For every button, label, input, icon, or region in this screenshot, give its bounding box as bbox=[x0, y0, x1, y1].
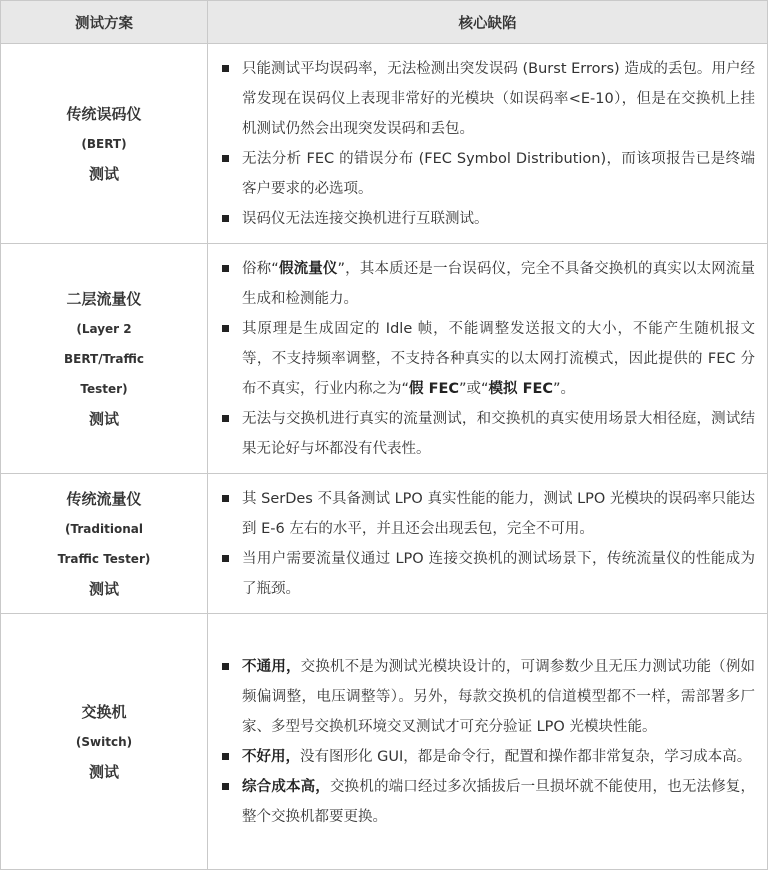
bullet-square-icon bbox=[222, 555, 229, 562]
row-label-sub: (BERT) bbox=[81, 136, 127, 151]
defect-item bbox=[222, 254, 755, 314]
row-label-main: 二层流量仪 bbox=[66, 289, 142, 308]
defect-text: 只能测试平均误码率，无法检测出突发误码 (Burst Errors) 造成的丢包。用户经常发现在误码仪上表现非常好的光模块（如误码率<E-10），但是在交换机上挂机测试仍然会出现突发误码和丢包。 bbox=[242, 61, 755, 137]
row-label-cell bbox=[1, 614, 208, 870]
bullet-square-icon bbox=[222, 495, 229, 502]
header-core-defect: 核心缺陷 bbox=[208, 1, 768, 44]
defect-emphasis-text: 不好用， bbox=[242, 749, 300, 765]
bullet-square-icon bbox=[222, 415, 229, 422]
defect-text: ”或“ bbox=[459, 381, 489, 397]
defect-item bbox=[222, 772, 755, 832]
row-label-sub: (Switch) bbox=[75, 734, 133, 749]
row-label-main: 传统误码仪 bbox=[66, 104, 142, 123]
table-row bbox=[1, 474, 768, 614]
defect-item bbox=[222, 404, 755, 464]
defect-item bbox=[222, 484, 755, 544]
defect-item bbox=[222, 742, 755, 772]
defect-text: 其原理是生成固定的 Idle 帧，不能调整发送报文的大小，不能产生随机报文等，不支持频率调整，不支持各种真实的以太网打流模式，因此提供的 FEC 分布不真实，行业内称之为“ bbox=[242, 321, 755, 397]
table-row bbox=[1, 614, 768, 870]
table-row bbox=[1, 244, 768, 474]
row-label-main: 传统流量仪 bbox=[66, 489, 142, 508]
defect-text: 没有图形化 GUI，都是命令行，配置和操作都非常复杂，学习成本高。 bbox=[300, 749, 752, 765]
defect-text: 交换机的端口经过多次插拔后一旦损坏就不能使用，也无法修复，整个交换机都要更换。 bbox=[242, 779, 756, 825]
defect-item bbox=[222, 54, 755, 144]
row-defects-cell bbox=[208, 44, 768, 244]
row-label-sub: BERT/Traffic bbox=[64, 351, 144, 366]
defect-text: ”，其本质还是一台误码仪，完全不具备交换机的真实以太网流量生成和检测能力。 bbox=[242, 261, 756, 307]
defect-text: 误码仪无法连接交换机进行互联测试。 bbox=[242, 211, 489, 227]
defect-text: 交换机不是为测试光模块设计的，可调参数少且无压力测试功能（例如频偏调整，电压调整等）。另外，每款交换机的信道模型都不一样，需部署多厂家、多型号交换机环境交叉测试才可充分验证 LPO 光模块性能。 bbox=[242, 659, 756, 735]
defect-list bbox=[222, 652, 755, 832]
bullet-square-icon bbox=[222, 783, 229, 790]
row-defects-cell bbox=[208, 244, 768, 474]
header-row bbox=[1, 1, 768, 44]
bullet-square-icon bbox=[222, 753, 229, 760]
defect-item bbox=[222, 314, 755, 404]
row-label-main: 交换机 bbox=[81, 702, 127, 721]
row-label-cell bbox=[1, 244, 208, 474]
defect-item bbox=[222, 144, 755, 204]
defect-emphasis-text: 模拟 FEC bbox=[488, 381, 554, 397]
defect-list bbox=[222, 54, 755, 234]
table-body bbox=[1, 44, 768, 870]
table-row bbox=[1, 44, 768, 244]
defect-text: 无法与交换机进行真实的流量测试，和交换机的真实使用场景大相径庭，测试结果无论好与坏都没有代表性。 bbox=[242, 411, 755, 457]
defect-text: ”。 bbox=[553, 381, 576, 397]
bullet-square-icon bbox=[222, 265, 229, 272]
defect-list bbox=[222, 484, 755, 604]
row-label-suffix: 测试 bbox=[88, 579, 119, 598]
bullet-square-icon bbox=[222, 325, 229, 332]
defect-text: 其 SerDes 不具备测试 LPO 真实性能的能力，测试 LPO 光模块的误码率只能达到 E-6 左右的水平，并且还会出现丢包，完全不可用。 bbox=[242, 491, 755, 537]
bullet-square-icon bbox=[222, 215, 229, 222]
row-label-sub: (Traditional bbox=[65, 521, 143, 536]
defect-emphasis-text: 不通用， bbox=[242, 659, 301, 675]
row-label-suffix: 测试 bbox=[88, 409, 119, 428]
row-defects-cell bbox=[208, 474, 768, 614]
defect-item bbox=[222, 204, 755, 234]
row-defects-cell bbox=[208, 614, 768, 870]
row-label-cell bbox=[1, 474, 208, 614]
bullet-square-icon bbox=[222, 663, 229, 670]
defect-text: 无法分析 FEC 的错误分布 (FEC Symbol Distribution)，而该项报告已是终端客户要求的必选项。 bbox=[242, 151, 755, 197]
defect-item bbox=[222, 544, 755, 604]
defect-emphasis-text: 假 FEC bbox=[409, 381, 460, 397]
row-label-suffix: 测试 bbox=[88, 164, 119, 183]
bullet-square-icon bbox=[222, 155, 229, 162]
row-label-sub: Tester) bbox=[80, 381, 128, 396]
row-label-sub: (Layer 2 bbox=[76, 321, 132, 336]
defect-text: 俗称“ bbox=[242, 261, 279, 277]
header-test-scheme: 测试方案 bbox=[1, 1, 208, 44]
row-label-suffix: 测试 bbox=[88, 762, 119, 781]
defect-item bbox=[222, 652, 755, 742]
row-label-sub: Traffic Tester) bbox=[57, 551, 151, 566]
bullet-square-icon bbox=[222, 65, 229, 72]
defect-emphasis-text: 假流量仪 bbox=[278, 261, 338, 277]
defect-list bbox=[222, 254, 755, 464]
row-label-cell bbox=[1, 44, 208, 244]
defect-text: 当用户需要流量仪通过 LPO 连接交换机的测试场景下，传统流量仪的性能成为了瓶颈。 bbox=[242, 551, 755, 597]
defect-emphasis-text: 综合成本高， bbox=[242, 779, 330, 795]
